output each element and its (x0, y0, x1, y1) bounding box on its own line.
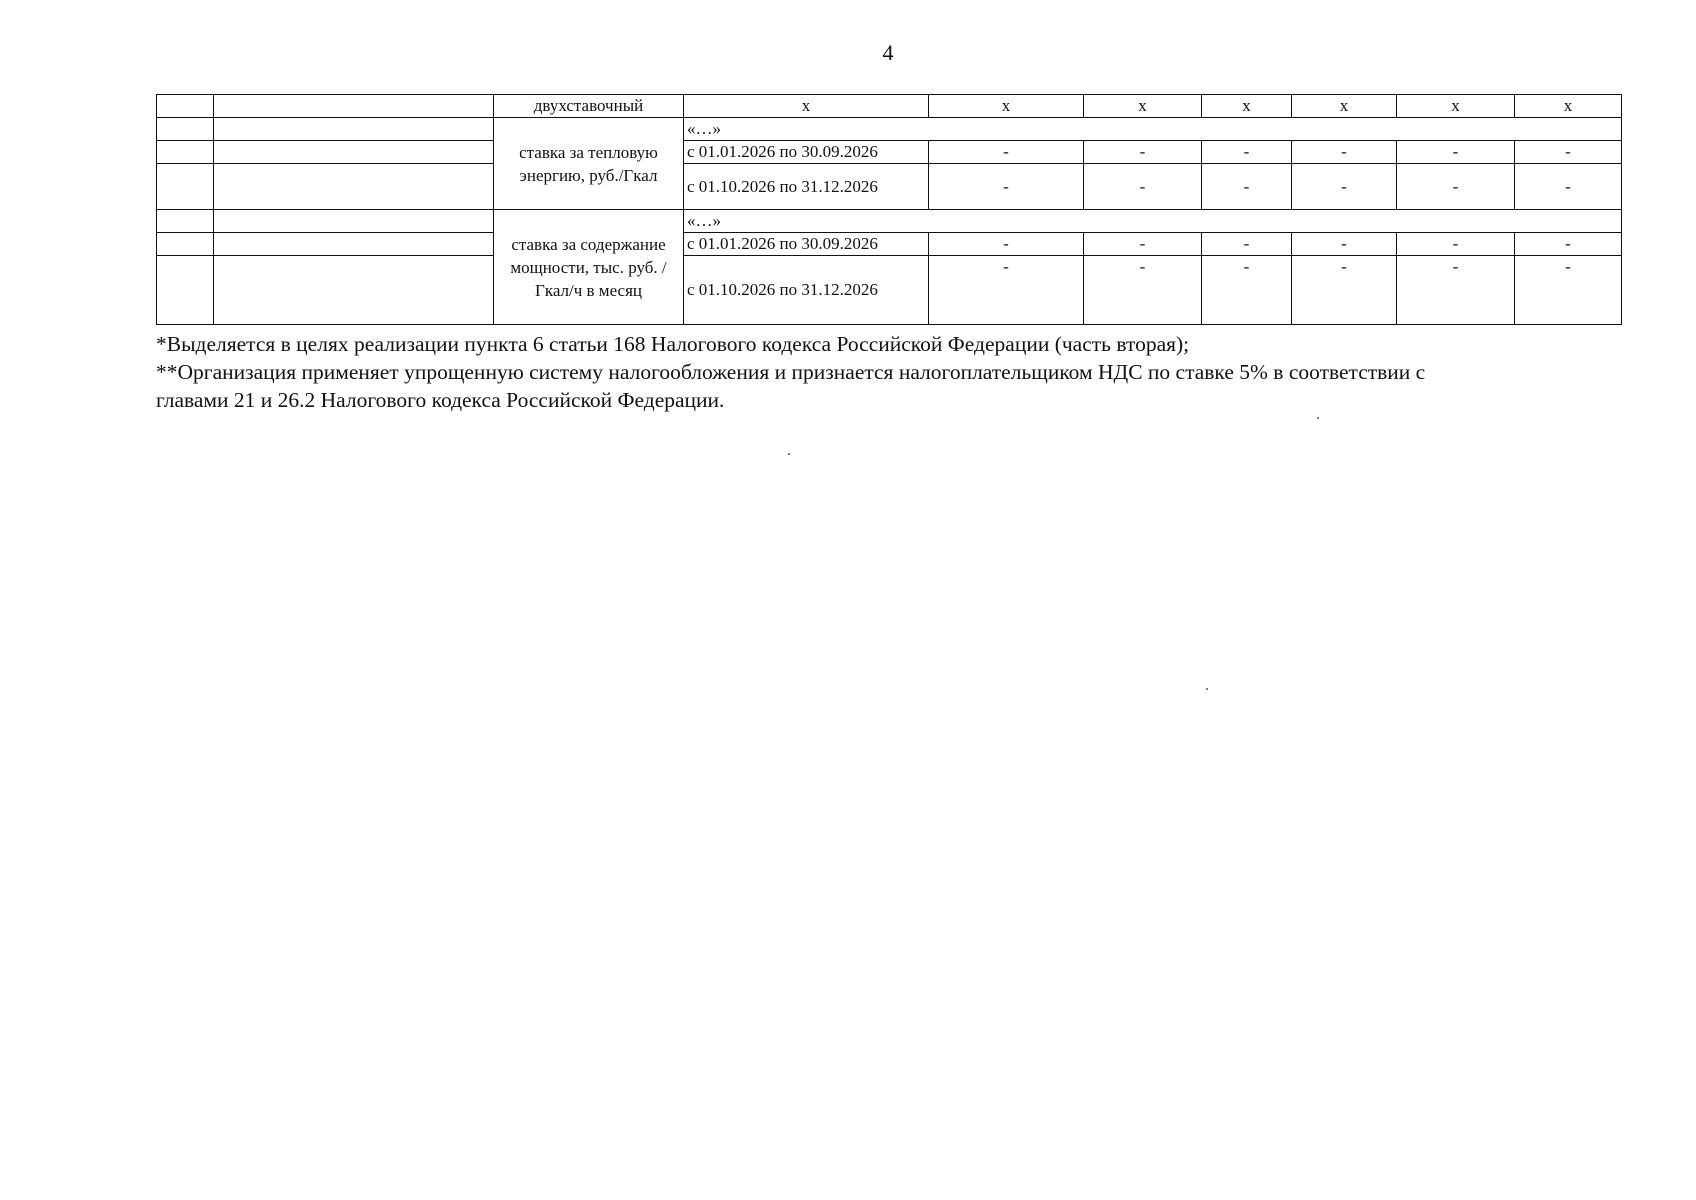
value-cell: - (1515, 256, 1622, 325)
table-cell-empty (157, 210, 214, 233)
table-cell-empty (214, 210, 494, 233)
value-cell: - (1202, 233, 1292, 256)
scan-speck (1206, 688, 1208, 690)
table-row-heat-period-2 (157, 164, 1622, 210)
table-cell-empty (157, 118, 214, 141)
value-cell: - (1084, 256, 1202, 325)
two-part-label: двухставочный (494, 95, 684, 118)
capacity-rate-description: ставка за содержание мощности, тыс. руб. /Гкал/ч в месяц (494, 210, 684, 325)
mark-cell: x (1515, 95, 1622, 118)
table-cell-empty (214, 256, 494, 325)
table-row-capacity-period-2 (157, 256, 1622, 325)
table-cell-empty (157, 256, 214, 325)
value-cell: - (1515, 164, 1622, 210)
table-cell-empty (157, 233, 214, 256)
table-cell-empty (214, 118, 494, 141)
value-cell: - (1202, 164, 1292, 210)
value-cell: - (1084, 141, 1202, 164)
period-label: с 01.10.2026 по 31.12.2026 (684, 164, 929, 210)
period-label: с 01.01.2026 по 30.09.2026 (684, 233, 929, 256)
value-cell: - (1397, 256, 1515, 325)
table-cell-empty (214, 141, 494, 164)
value-cell: - (1202, 141, 1292, 164)
value-cell: - (1515, 141, 1622, 164)
mark-cell: x (929, 95, 1084, 118)
page-number: 4 (882, 40, 894, 65)
table-cell-empty (214, 233, 494, 256)
scan-speck (1317, 417, 1319, 419)
capacity-rate-placeholder: «…» (684, 210, 1622, 233)
table-cell-empty (157, 141, 214, 164)
value-cell: - (1397, 141, 1515, 164)
value-cell: - (1292, 141, 1397, 164)
value-cell: - (1292, 256, 1397, 325)
mark-cell: x (1084, 95, 1202, 118)
table-cell-empty (157, 164, 214, 210)
table-cell-empty (157, 95, 214, 118)
footnote-vat-allocation: *Выделяется в целях реализации пункта 6 статьи 168 Налогового кодекса Российской Федерации (часть вторая); (156, 332, 1190, 356)
value-cell: - (929, 256, 1084, 325)
value-cell: - (929, 141, 1084, 164)
value-cell: - (1397, 233, 1515, 256)
heat-rate-placeholder: «…» (684, 118, 1622, 141)
heat-rate-description: ставка за тепловую энергию, руб./Гкал (494, 118, 684, 210)
value-cell: - (1084, 233, 1202, 256)
table-row-capacity-period-1 (157, 233, 1622, 256)
table-cell-empty (214, 95, 494, 118)
value-cell: - (1084, 164, 1202, 210)
value-cell: - (929, 164, 1084, 210)
value-cell: - (1202, 256, 1292, 325)
table-cell-empty (214, 164, 494, 210)
table-row-heat-placeholder (157, 118, 1622, 141)
footnotes (156, 330, 1456, 414)
value-cell: - (1397, 164, 1515, 210)
value-cell: - (1292, 164, 1397, 210)
footnote-simplified-tax: **Организация применяет упрощенную систему налогообложения и признается налогоплательщиком НДС по ставке 5% в соответствии с главами 21 и 26.2 Налогового кодекса Российской Федерации. (156, 360, 1426, 412)
period-label: с 01.10.2026 по 31.12.2026 (684, 256, 929, 325)
mark-cell: x (1202, 95, 1292, 118)
scan-speck (788, 453, 790, 455)
period-label: с 01.01.2026 по 30.09.2026 (684, 141, 929, 164)
mark-cell: x (684, 95, 929, 118)
value-cell: - (1515, 233, 1622, 256)
table-row-capacity-placeholder (157, 210, 1622, 233)
table-row-heat-period-1 (157, 141, 1622, 164)
value-cell: - (1292, 233, 1397, 256)
table-row-two-part (157, 95, 1622, 118)
mark-cell: x (1397, 95, 1515, 118)
value-cell: - (929, 233, 1084, 256)
mark-cell: x (1292, 95, 1397, 118)
tariff-table (156, 94, 1622, 325)
